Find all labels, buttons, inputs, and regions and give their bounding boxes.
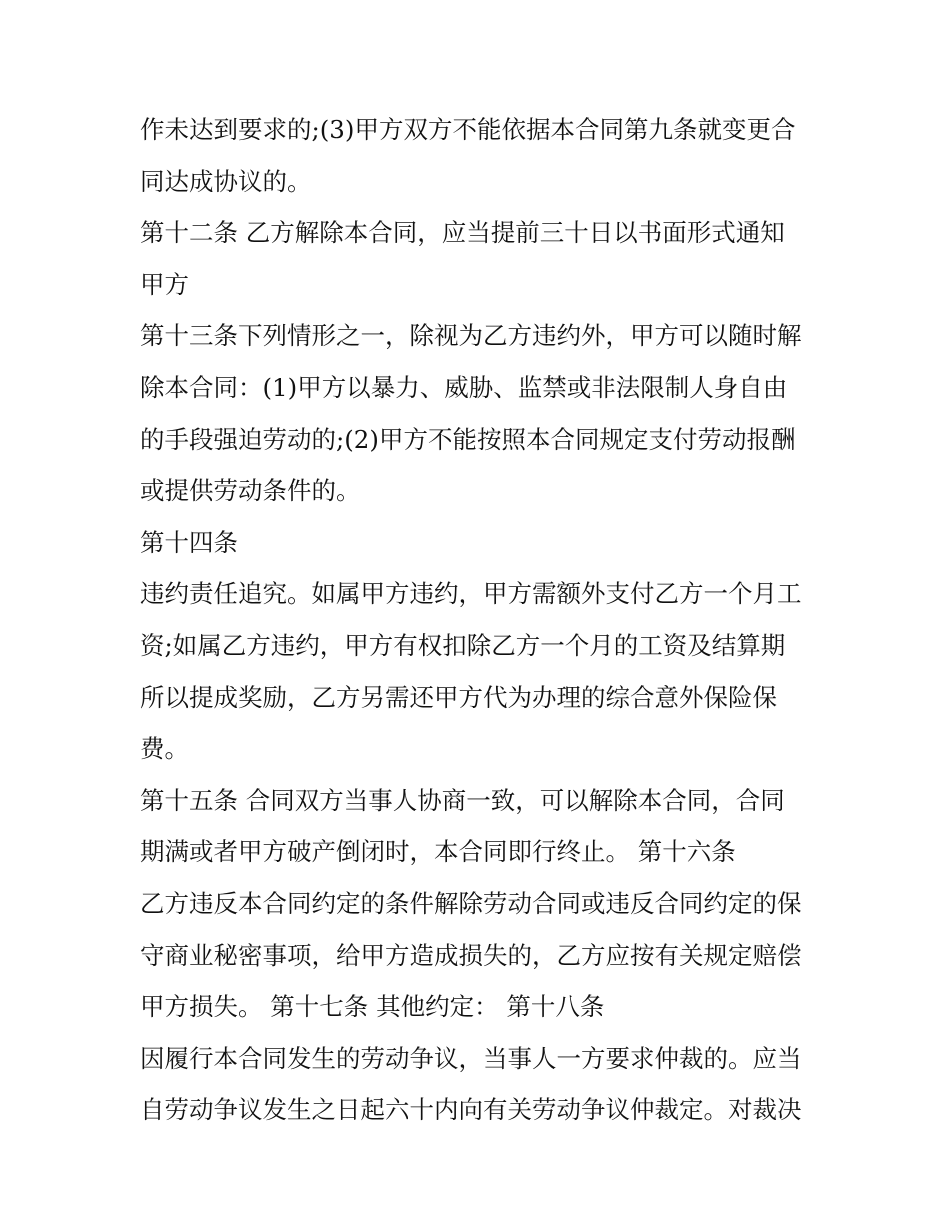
text-line: 费。 xyxy=(140,734,189,764)
text-line: 自劳动争议发生之日起六十内向有关劳动争议仲裁定。对裁决 xyxy=(140,1095,802,1125)
text-line: 守商业秘密事项，给甲方造成损失的，乙方应按有关规定赔偿 xyxy=(140,940,802,970)
text-line: 违约责任追究。如属甲方违约，甲方需额外支付乙方一个月工 xyxy=(140,579,802,609)
text-line: 第十五条 合同双方当事人协商一致，可以解除本合同，合同 xyxy=(140,785,785,815)
contract-text xyxy=(140,104,830,1136)
text-line: 甲方损失。 第十七条 其他约定： 第十八条 xyxy=(140,992,605,1022)
text-line: 的手段强迫劳动的;(2)甲方不能按照本合同规定支付劳动报酬 xyxy=(140,424,796,454)
text-line: 或提供劳动条件的。 xyxy=(140,476,361,506)
text-line: 资;如属乙方违约，甲方有权扣除乙方一个月的工资及结算期 xyxy=(140,630,786,660)
text-line: 同达成协议的。 xyxy=(140,166,312,196)
text-line: 期满或者甲方破产倒闭时，本合同即行终止。 第十六条 xyxy=(140,837,736,867)
text-line: 因履行本合同发生的劳动争议，当事人一方要求仲裁的。应当 xyxy=(140,1043,802,1073)
text-line: 第十四条 xyxy=(140,527,238,557)
text-line: 第十三条下列情形之一，除视为乙方违约外，甲方可以随时解 xyxy=(140,321,802,351)
text-line: 作未达到要求的;(3)甲方双方不能依据本合同第九条就变更合 xyxy=(140,115,796,144)
text-line: 甲方 xyxy=(140,269,189,299)
text-line: 第十二条 乙方解除本合同，应当提前三十日以书面形式通知 xyxy=(140,218,785,248)
text-line: 除本合同：(1)甲方以暴力、威胁、监禁或非法限制人身自由 xyxy=(140,372,788,402)
text-line: 乙方违反本合同约定的条件解除劳动合同或违反合同约定的保 xyxy=(140,888,802,918)
text-line: 所以提成奖励，乙方另需还甲方代为办理的综合意外保险保 xyxy=(140,682,777,712)
